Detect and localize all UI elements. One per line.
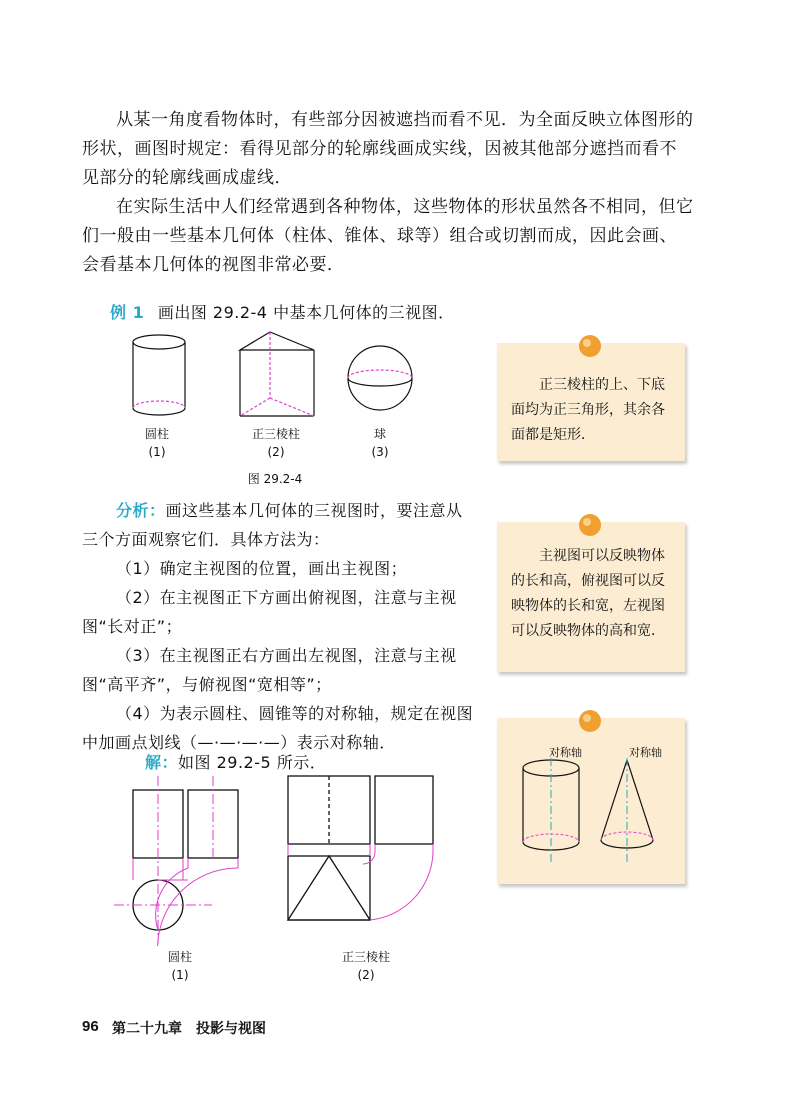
note1-text: 正三棱柱的上、下底面均为正三角形，其余各面都是矩形．	[511, 377, 665, 443]
pushpin-icon	[577, 333, 603, 359]
note2-text: 主视图可以反映物体的长和高，俯视图可以反映物体的长和宽，左视图可以反映物体的高和宽．	[511, 548, 665, 639]
intro-paragraph-1: 从某一角度看物体时，有些部分因被遮挡而看不见．为全面反映立体图形的形状，画图时规定：看得见部分的轮廓线画成实线，因被其他部分遮挡而看不见部分的轮廓线画成虚线．	[82, 110, 694, 188]
intro-paragraph-2: 在实际生活中人们经常遇到各种物体，这些物体的形状虽然各不相同，但它们一般由一些基本几何体（柱体、锥体、球等）组合或切割而成，因此会画、会看基本几何体的视图非常必要．	[82, 197, 694, 275]
fig1-label-cylinder: 圆柱 (1)	[144, 427, 169, 459]
analysis-text: 画这些基本几何体的三视图时，要注意从三个方面观察它们．具体方法为：	[82, 501, 463, 549]
analysis-step-2: （2）在主视图正下方画出俯视图，注意与主视图“长对正”；	[82, 588, 457, 636]
fig1-label-prism: 正三棱柱 (2)	[251, 427, 300, 459]
cylinder-three-views	[114, 776, 238, 946]
solution-text: 如图 29.2-5 所示．	[178, 753, 327, 772]
side-note-3	[497, 718, 685, 884]
axis-label-right: 对称轴	[629, 746, 662, 759]
analysis-label: 分析：	[116, 501, 166, 520]
solution-label: 解：	[145, 753, 179, 772]
analysis-paragraph	[82, 496, 478, 554]
example-text: 画出图 29.2-4 中基本几何体的三视图．	[157, 303, 455, 322]
sphere-drawing	[348, 346, 412, 410]
figure-29-2-5	[100, 768, 490, 946]
cylinder-drawing	[133, 335, 185, 415]
figure-29-2-4	[120, 328, 420, 428]
side-note-2	[497, 522, 685, 672]
example-label: 例 1	[110, 303, 145, 322]
prism-three-views	[288, 776, 433, 920]
analysis-step-1: （1）确定主视图的位置，画出主视图；	[116, 559, 408, 578]
fig2-label-cylinder: 圆柱 (1)	[167, 950, 192, 982]
fig1-caption: 图 29.2-4	[247, 472, 303, 486]
analysis-step-3: （3）在主视图正右方画出左视图，注意与主视图“高平齐”，与俯视图“宽相等”；	[82, 646, 457, 694]
triangular-prism-drawing	[240, 332, 314, 416]
side-note-1	[497, 343, 685, 461]
symmetry-axis-figure	[497, 718, 685, 884]
example-heading	[110, 298, 510, 327]
axis-label-left: 对称轴	[549, 746, 582, 759]
pushpin-icon	[577, 512, 603, 538]
fig1-label-sphere: 球 (3)	[371, 427, 389, 459]
chapter-title: 第二十九章 投影与视图	[112, 1021, 266, 1037]
fig2-label-prism: 正三棱柱 (2)	[341, 950, 390, 982]
page-number: 96	[82, 1018, 99, 1035]
analysis-step-4: （4）为表示圆柱、圆锥等的对称轴，规定在视图中加画点划线（—·—·—·—）表示对称轴．	[82, 704, 474, 752]
